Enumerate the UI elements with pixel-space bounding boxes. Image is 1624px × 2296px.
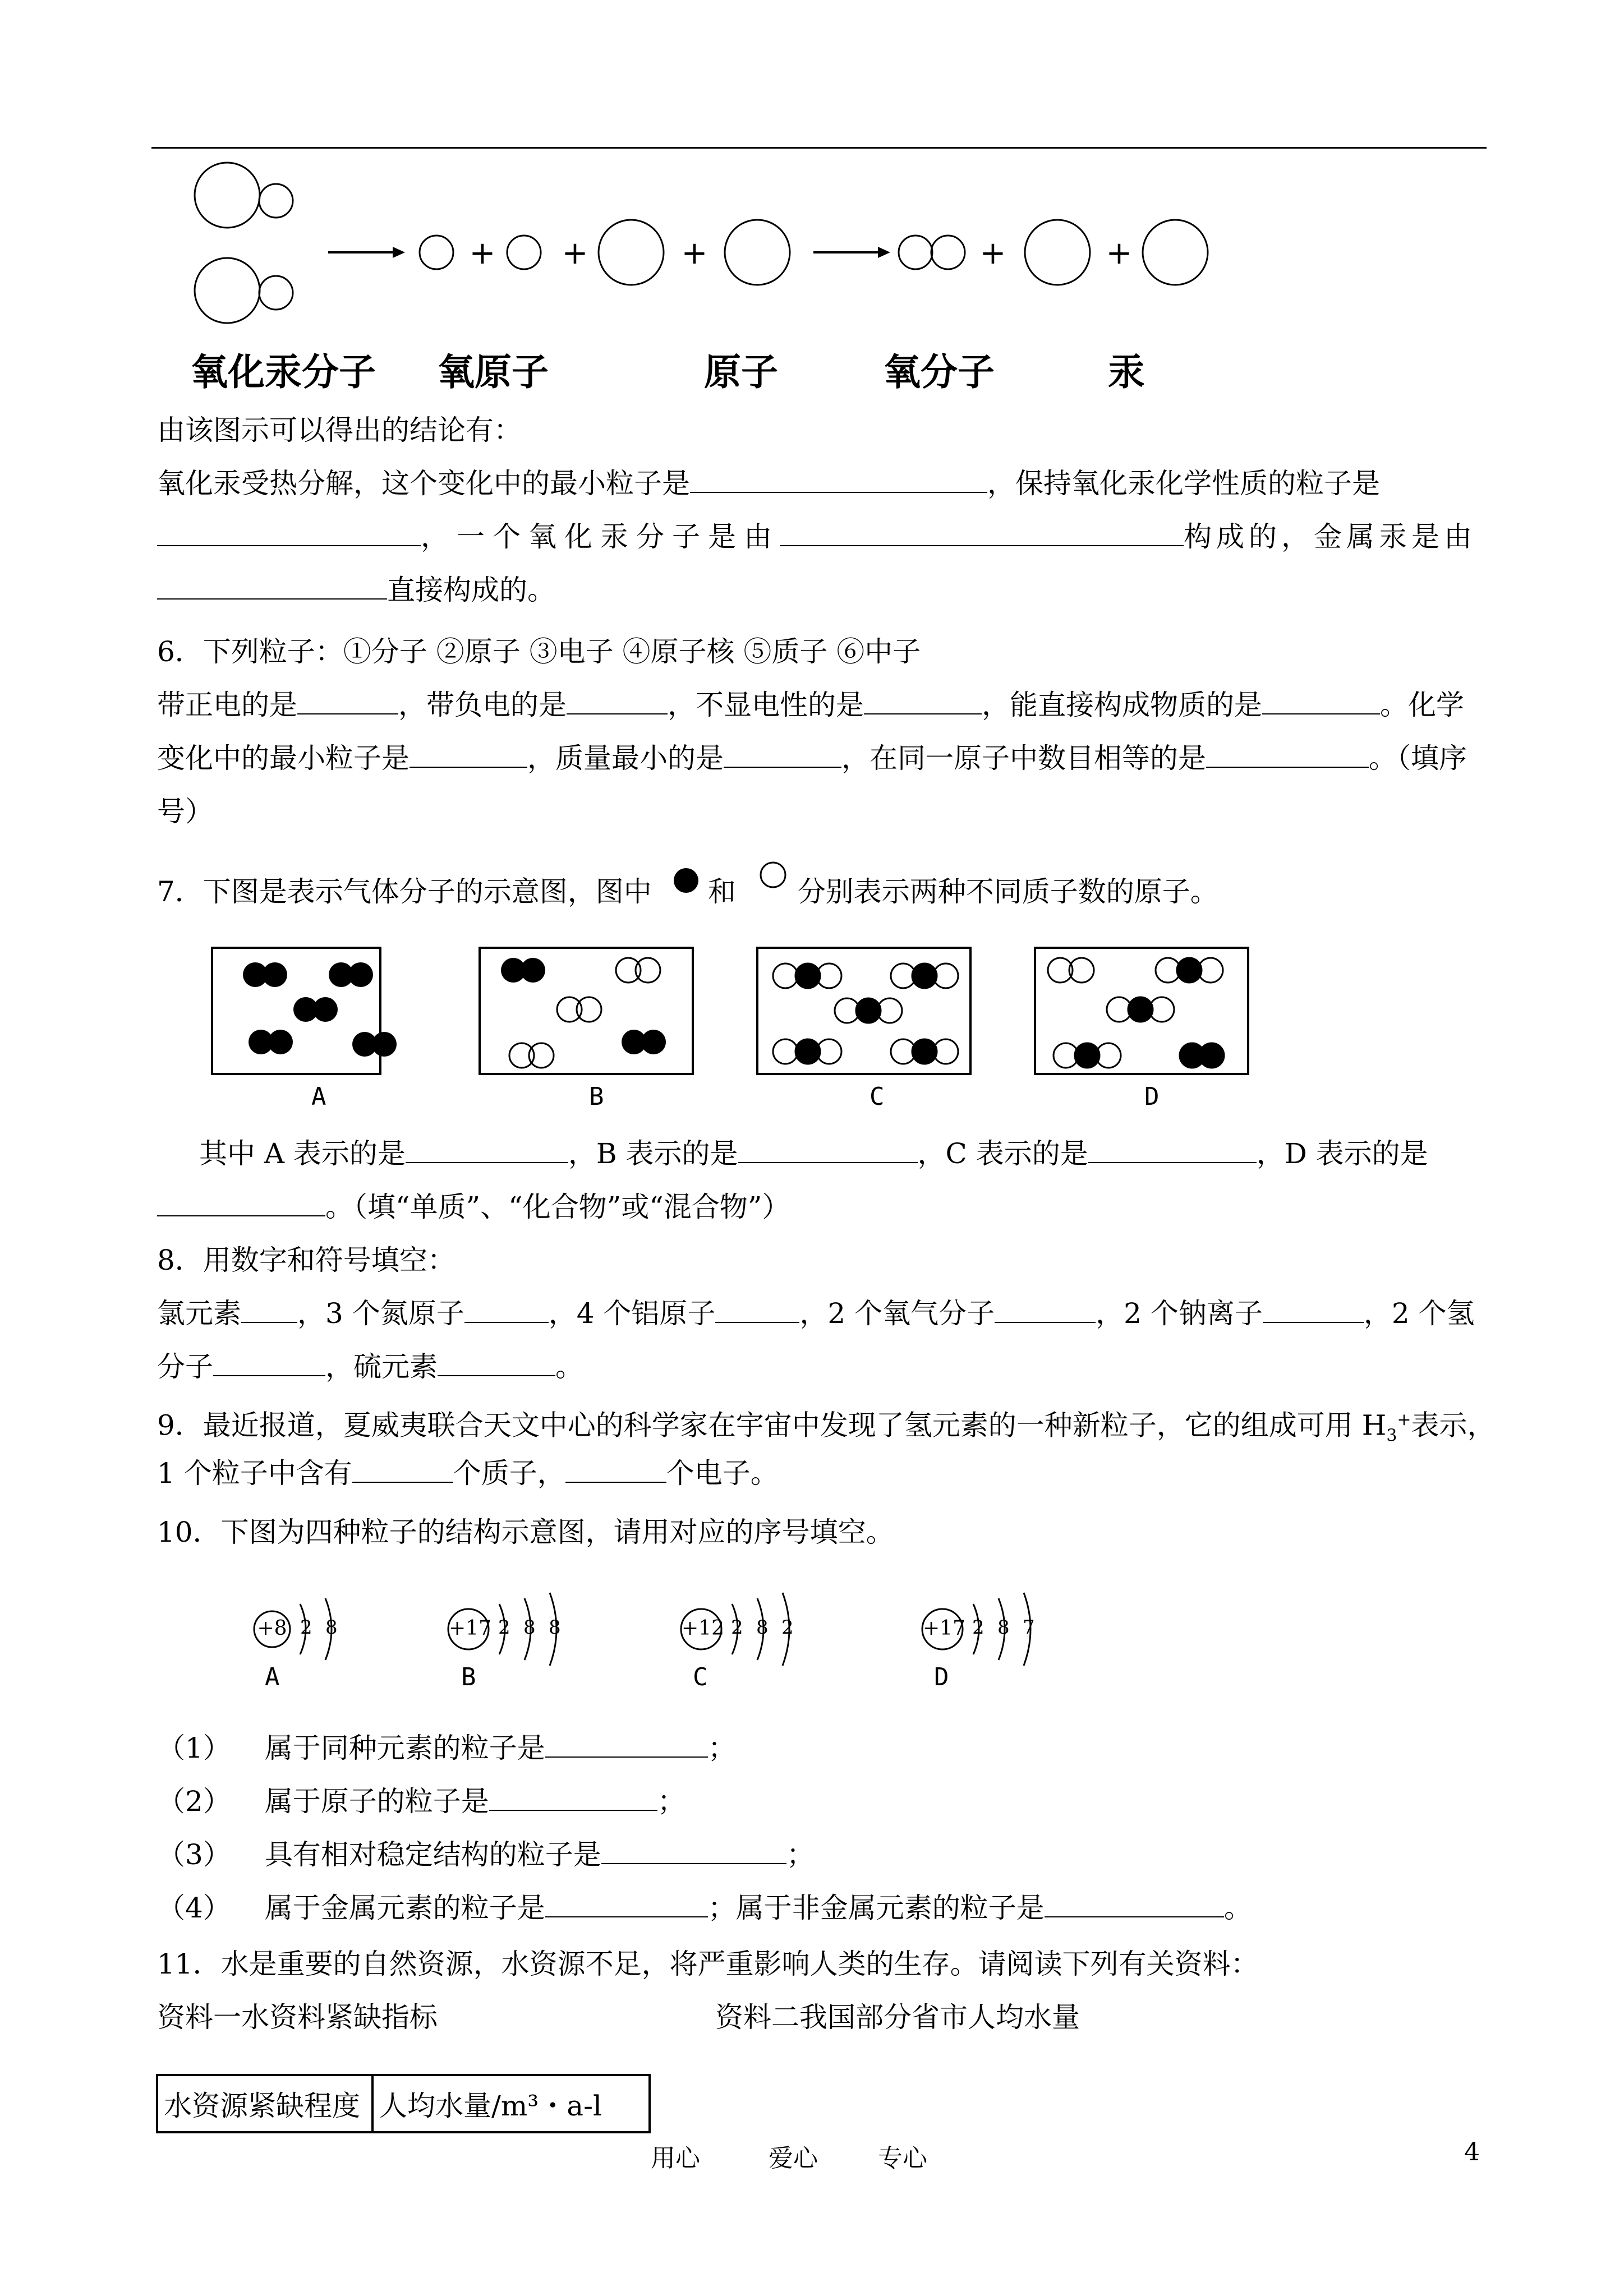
plus-sign: +: [562, 235, 588, 271]
q10-sub-2: （2） 属于原子的粒子是 ；: [157, 1785, 686, 1818]
plus-sign: +: [469, 235, 496, 271]
caption-mercury: 汞: [1108, 351, 1145, 394]
table-header-cell: 人均水量/m³・a-l: [372, 2075, 650, 2132]
option-label-a: A: [311, 1082, 326, 1111]
answer-blank[interactable]: [601, 1838, 786, 1864]
answer-blank[interactable]: [545, 1732, 708, 1758]
q6-line-3: 号）: [157, 795, 213, 828]
caption-mercury-oxide-molecule: 氧化汞分子: [191, 351, 376, 394]
q6-line-2: 变化中的最小粒子是 ，质量最小的是 ，在同一原子中数目相等的是 。（填序: [157, 742, 1467, 774]
q8-line-1: 氯元素 ，3 个氮原子 ，4 个铝原子 ，2 个氧气分子 ，2 个钠离子 ，2 个氢: [157, 1297, 1475, 1330]
plus-sign: +: [1106, 235, 1133, 271]
q11-resource-2: 资料二我国部分省市人均水量: [715, 2001, 1080, 2034]
q10-sub-3: （3） 具有相对稳定结构的粒子是 ；: [157, 1838, 815, 1871]
q6-line-1: 带正电的是 ，带负电的是 ，不显电性的是 ，能直接构成物质的是 。化学: [157, 689, 1464, 721]
q5-line-1: 氧化汞受热分解，这个变化中的最小粒子是 ，保持氧化汞化学性质的粒子是: [157, 467, 1380, 500]
q8-title: 8．用数字和符号填空：: [157, 1244, 456, 1276]
caption-oxygen-molecule: 氧分子: [884, 351, 995, 394]
q8-line-2: 分子 ，硫元素 。: [157, 1350, 583, 1383]
q7-title: 7．下图是表示气体分子的示意图，图中 和 分别表示两种不同质子数的原子。: [157, 875, 1218, 908]
q9-line-1: 9．最近报道，夏威夷联合天文中心的科学家在宇宙中发现了氢元素的一种新粒子，它的组成可用 $H_3^+$表示，: [157, 1409, 1496, 1446]
q7-answer-line-1: 其中 A 表示的是 ，B 表示的是 ，C 表示的是 ，D 表示的是: [199, 1137, 1428, 1170]
conclusion-intro: 由该图示可以得出的结论有：: [157, 414, 522, 446]
q10-title: 10．下图为四种粒子的结构示意图，请用对应的序号填空。: [157, 1516, 894, 1548]
caption-atom: 原子: [704, 351, 778, 394]
q10-sub-1: （1） 属于同种元素的粒子是 ；: [157, 1732, 736, 1764]
table-header-row: [157, 2075, 650, 2132]
plus-sign: +: [681, 235, 708, 271]
option-label-c: C: [869, 1082, 885, 1111]
table-header-cell: 水资源紧缺程度: [157, 2075, 372, 2132]
footer-text-c: 专心: [878, 2144, 927, 2173]
answer-blank[interactable]: [489, 1785, 657, 1811]
plus-sign: +: [979, 235, 1006, 271]
water-scarcity-table: [156, 2074, 651, 2133]
answer-blank[interactable]: [1045, 1892, 1224, 1917]
q11-title: 11．水是重要的自然资源，水资源不足，将严重影响人类的生存。请阅读下列有关资料：: [157, 1948, 1259, 1980]
option-label-b: B: [589, 1082, 604, 1111]
q10-sub-4: （4） 属于金属元素的粒子是 ；属于非金属元素的粒子是 。: [157, 1892, 1252, 1924]
answer-blank[interactable]: [545, 1892, 708, 1917]
footer-text-b: 爱心: [769, 2144, 818, 2173]
q11-resource-1: 资料一水资料紧缺指标: [157, 2001, 438, 2034]
footer-text-a: 用心: [651, 2144, 700, 2173]
option-label-d: D: [1144, 1082, 1160, 1111]
q9-line-2: 1 个粒子中含有 个质子， 个电子。: [157, 1457, 779, 1490]
page-number: 4: [1464, 2138, 1480, 2166]
q5-line-2: ，一个氧化汞分子是由 构成的，金属汞是由: [157, 519, 1476, 555]
q6-title: 6．下列粒子：①分子 ②原子 ③电子 ④原子核 ⑤质子 ⑥中子: [157, 635, 921, 668]
caption-oxygen-atom: 氧原子: [438, 351, 549, 394]
q5-line-3: 直接构成的。: [157, 572, 555, 608]
q7-answer-line-2: 。（填“单质”、“化合物”或“混合物”）: [157, 1189, 790, 1225]
